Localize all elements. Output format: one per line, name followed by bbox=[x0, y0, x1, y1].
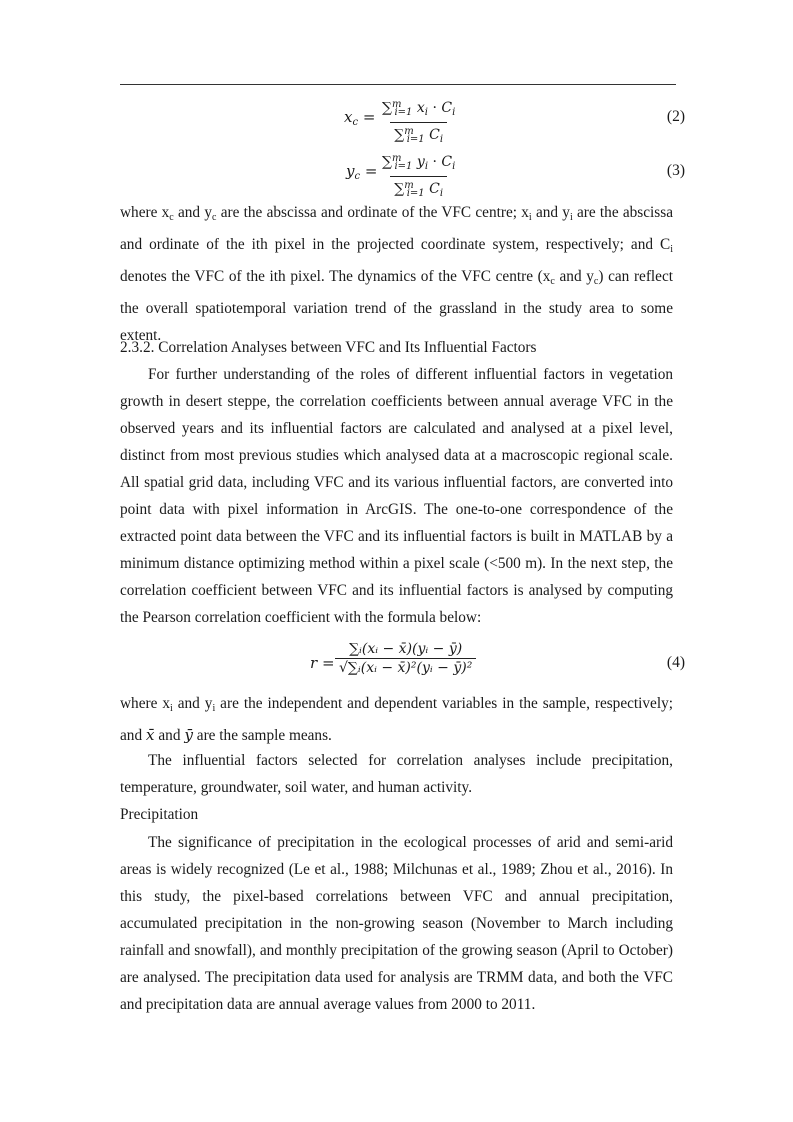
eq2-denominator: ∑$^m_{i=1}$ $C_i$ bbox=[390, 122, 447, 149]
paragraph-factors: The influential factors selected for correlation analyses include precipitation, temperature, groundwater, soil water, and human activity. bbox=[120, 752, 673, 796]
eq4-number: (4) bbox=[666, 654, 685, 671]
eq3-denominator: ∑$^m_{i=1}$ $C_i$ bbox=[390, 176, 447, 203]
equation-3 bbox=[120, 150, 685, 199]
eq3-number: (3) bbox=[666, 162, 685, 179]
paragraph-correlation-method: For further understanding of the roles of different influential factors in vegetation growth in desert steppe, the correlation coefficients between annual average VFC in the observed years and its influential factors are calculated and analysed at a pixel level, distinct from most previous studies which analysed data at a macroscopic regional scale. All spatial grid data, including VFC and its various influential factors, are converted into point data with pixel information in ArcGIS. The one-to-one correspondence of the extracted point data between the VFC and its influential factors is built in MATLAB by a minimum distance optimizing method within a pixel scale (<500 m). In the next step, the correlation coefficient between VFC and its influential factors is analysed by computing the Pearson correlation coefficient with the formula below: bbox=[120, 366, 673, 626]
eq4-numerator: ∑ᵢ(xᵢ − x̄)(yᵢ − ȳ) bbox=[349, 641, 463, 657]
eq3-numerator: ∑$^m_{i=1}$ $y_i \cdot C_i$ bbox=[382, 153, 456, 172]
equation-2 bbox=[120, 96, 685, 145]
precipitation-heading: Precipitation bbox=[120, 806, 199, 823]
eq2-number: (2) bbox=[666, 108, 685, 125]
section-heading: 2.3.2. Correlation Analyses between VFC and Its Influential Factors bbox=[120, 339, 537, 356]
eq4-denominator: √∑ᵢ(xᵢ − x̄)²(yᵢ − ȳ)² bbox=[335, 658, 476, 677]
paragraph-vfc-centre: where xc and yc are the abscissa and ordinate of the VFC centre; xi and yi are the abscissa and ordinate of the ith pixel in the projected coordinate system, respectively; and Ci denotes the VFC of the ith pixel. The dynamics of the VFC centre (xc and yc) can reflect the overall spatiotemporal variation trend of the grassland in the study area to some extent. bbox=[120, 204, 674, 344]
eq3-fraction bbox=[378, 150, 459, 203]
eq2-fraction bbox=[378, 96, 459, 149]
paragraph-variables: where xi and yi are the independent and dependent variables in the sample, respectively; and x̄ and ȳ are the sample means. bbox=[120, 695, 673, 744]
eq2-lhs: $x_c$ = bbox=[344, 108, 376, 128]
header-rule bbox=[120, 84, 676, 85]
equation-4 bbox=[120, 640, 685, 690]
paragraph-precipitation: The significance of precipitation in the ecological processes of arid and semi-arid areas is widely recognized (Le et al., 1988; Milchunas et al., 1989; Zhou et al., 2016). In this study, the pixel-based correlations between VFC and annual precipitation, accumulated precipitation in the non-growing season (November to March including rainfall and snowfall), and monthly precipitation of the growing season (April to October) are analysed. The precipitation data used for analysis are TRMM data, and both the VFC and precipitation data are annual average values from 2000 to 2011. bbox=[120, 834, 673, 1013]
eq4-lhs: r = bbox=[310, 654, 335, 672]
eq3-lhs: $y_c$ = bbox=[346, 162, 378, 182]
eq4-fraction bbox=[335, 640, 476, 677]
eq2-numerator: ∑$^m_{i=1}$ $x_i \cdot C_i$ bbox=[382, 99, 456, 118]
